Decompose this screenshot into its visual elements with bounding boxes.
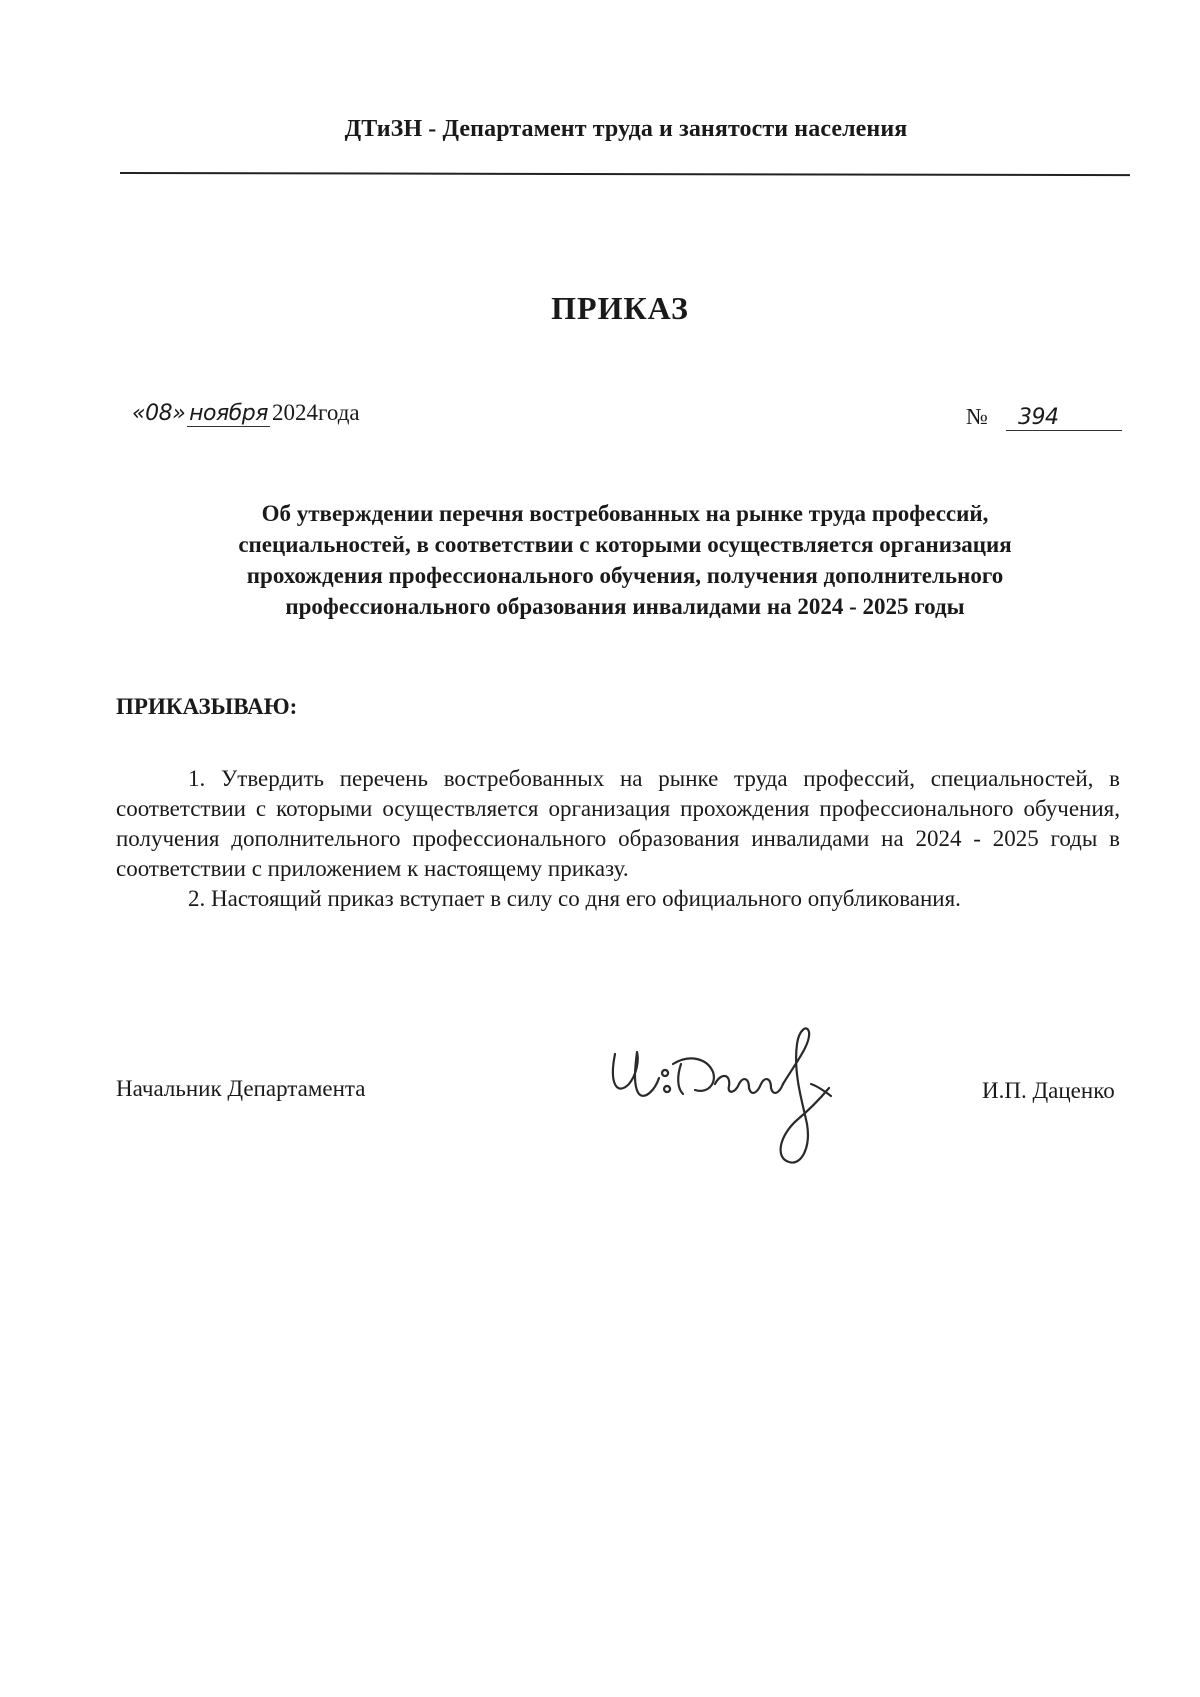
department-header: ДТиЗН - Департамент труда и занятости населения: [344, 116, 908, 142]
order-item: 1. Утвердить перечень востребованных на рынке труда профессий, специальностей, в соответствии с которыми осуществляется организация прохождения профессионального обучения, получения дополнительного профессионального образования инвалидами на 2024 - 2025 годы в соответствии с приложением к настоящему приказу.: [116, 766, 1120, 881]
signatory-position: Начальник Департамента: [116, 1076, 366, 1101]
document-number: [966, 404, 1122, 431]
date-day: «08»: [132, 401, 186, 426]
number-value: 394: [1006, 405, 1122, 431]
number-sign: №: [966, 404, 988, 429]
header-divider: [120, 172, 1130, 176]
subject-line: прохождения профессионального обучения, получения дополнительного: [246, 563, 1004, 588]
signatory-name: И.П. Даценко: [982, 1078, 1115, 1103]
order-subject: [150, 498, 1100, 622]
document-title: ПРИКАЗ: [551, 290, 689, 326]
date-suffix: года: [318, 400, 360, 425]
date-year: 2024: [272, 400, 319, 425]
document-date: [132, 400, 360, 427]
subject-line: профессионального образования инвалидами на 2024 - 2025 годы: [285, 594, 965, 619]
handwritten-signature: [603, 1024, 863, 1174]
subject-line: Об утверждении перечня востребованных на рынке труда профессий,: [261, 501, 989, 526]
order-item: 2. Настоящий приказ вступает в силу со дня его официального опубликования.: [188, 886, 961, 911]
date-month: ноября: [189, 401, 269, 426]
subject-line: специальностей, в соответствии с которыми осуществляется организация: [238, 532, 1012, 557]
order-body: [116, 764, 1120, 914]
signature-block: [116, 1060, 1146, 1210]
directive-heading: ПРИКАЗЫВАЮ:: [116, 694, 298, 719]
